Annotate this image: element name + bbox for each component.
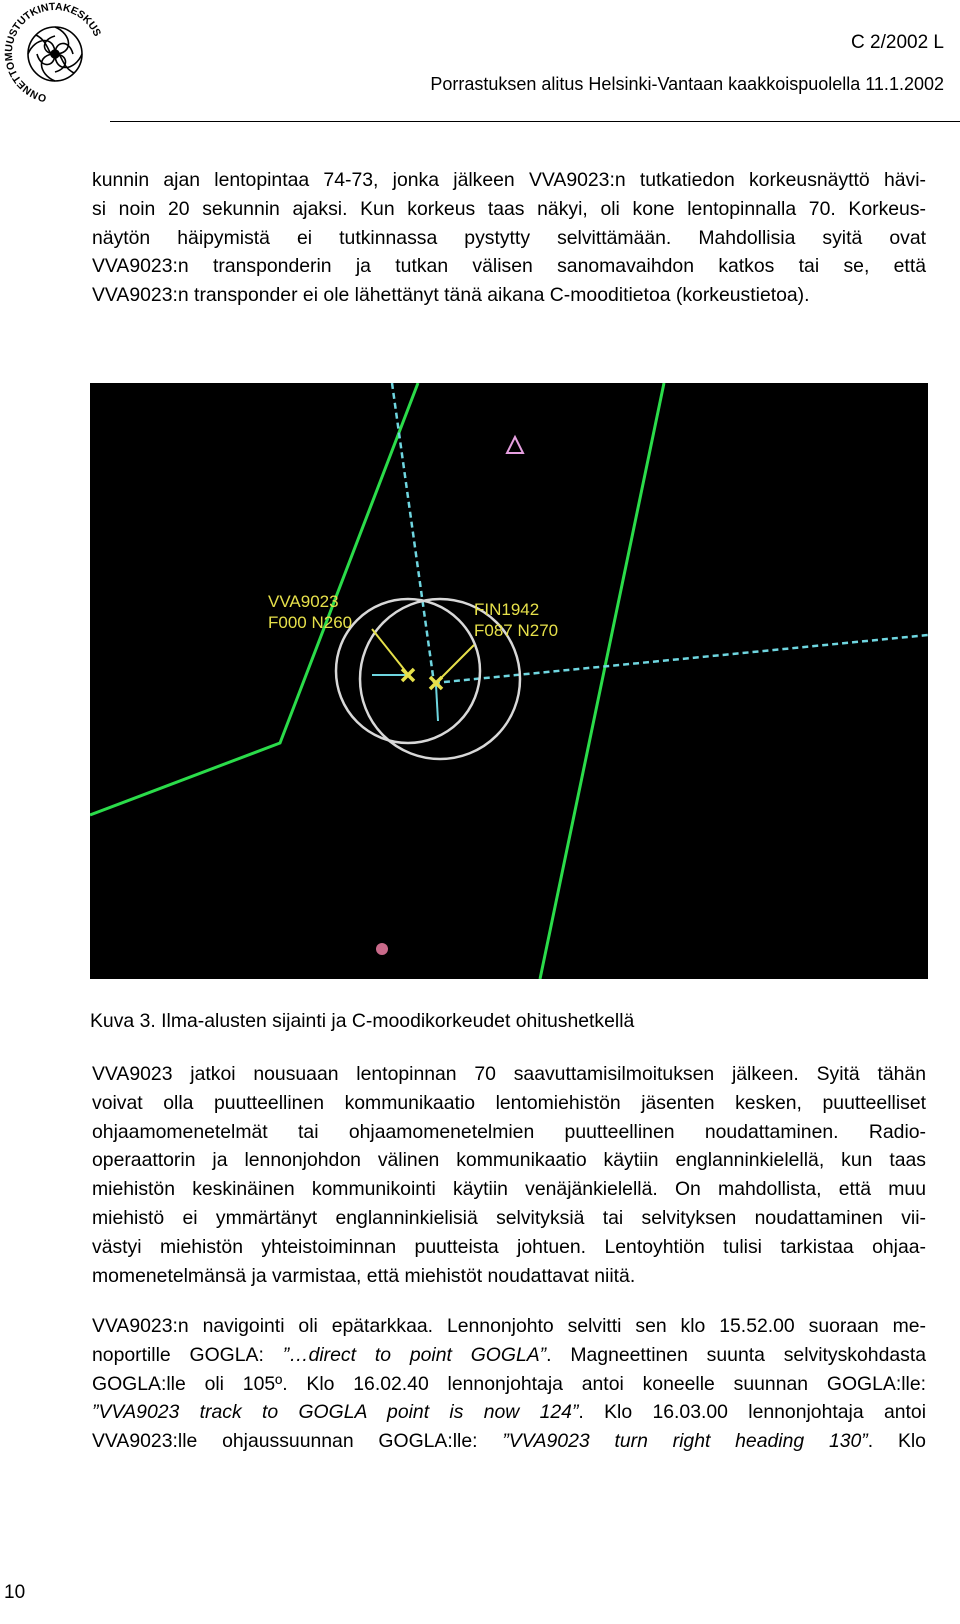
quoted-clearance: ”VVA9023 track to GOGLA point is now 124” — [92, 1401, 579, 1424]
route-line — [434, 635, 928, 683]
text-line: västyi miehistön yhteistoiminnan puutteista johtuen. Lentoyhtiön tulisi tarkistaa ohjaa- — [92, 1235, 926, 1258]
text-run: . Magneettinen suunta selvityskohdasta — [546, 1343, 926, 1366]
text-line: VVA9023:n transponder ei ole lähettänyt tänä aikana C-mooditietoa (korkeustietoa). — [92, 284, 810, 307]
track-label-callsign: VVA9023 — [268, 592, 339, 611]
report-title: Porrastuksen alitus Helsinki-Vantaan kaakkoispuolella 11.1.2002 — [430, 74, 944, 94]
logo-ring-text: ONNETTOMUUSTUTKINTAKESKUS — [2, 0, 104, 105]
radar-display — [90, 383, 928, 979]
track-label-level: F000 N260 — [268, 613, 353, 632]
logo-spiral — [28, 27, 82, 81]
quoted-clearance: ”…direct to point GOGLA” — [282, 1343, 547, 1366]
quoted-clearance: ”VVA9023 turn right heading 130” — [502, 1430, 868, 1453]
track-label-callsign: FIN1942 — [474, 600, 540, 619]
text-line: operaattorin ja lennonjohdon välinen kommunikaatio käytiin englanninkielellä, kun taas — [92, 1149, 926, 1172]
text-line: miehistön keskinäinen kommunikointi käytiin venäjänkielellä. On mahdollista, että muu — [92, 1178, 926, 1201]
text-line: ohjaamomenetelmät tai ohjaamomenetelmien puutteellinen noudattaminen. Radio- — [92, 1120, 926, 1143]
text-line — [92, 1427, 926, 1456]
dot-icon — [376, 943, 388, 955]
sector-boundary-line — [540, 383, 664, 979]
text-run: . Klo 16.03.00 lennonjohtaja antoi — [578, 1401, 927, 1424]
header-rule — [110, 121, 960, 122]
text-line: VVA9023:n transponderin ja tutkan välisen sanomavaihdon katkos tai se, että — [92, 255, 926, 278]
paragraph-2 — [92, 1060, 926, 1290]
figure-caption: Kuva 3. Ilma-alusten sijainti ja C-moodikorkeudet ohitushetkellä — [90, 1010, 635, 1032]
report-code: C 2/2002 L — [851, 32, 944, 53]
text-line — [92, 1341, 926, 1370]
text-line: VVA9023 jatkoi nousuaan lentopinnan 70 saavuttamisilmoituksen jälkeen. Syitä tähän — [92, 1063, 926, 1085]
text-line: kunnin ajan lentopintaa 74-73, jonka jälkeen VVA9023:n tutkatiedon korkeusnäyttö hävi- — [92, 169, 926, 191]
sector-boundary-line — [90, 383, 418, 815]
paragraph-3 — [92, 1312, 926, 1456]
text-line: näytön häipymistä ei tutkinnassa pystytty selvittämään. Mahdollisia syitä ovat — [92, 226, 926, 249]
label-leader-line — [440, 645, 474, 679]
text-run: VVA9023:lle ohjaussuunnan GOGLA:lle: — [92, 1430, 503, 1453]
text-line — [92, 1398, 926, 1427]
radar-screenshot — [90, 383, 928, 979]
text-line: momenetelmänsä ja varmistaa, että miehistöt noudattavat niitä. — [92, 1264, 636, 1287]
agency-logo — [2, 0, 108, 108]
text-run: . Klo — [867, 1430, 926, 1453]
text-line: miehistö ei ymmärtänyt englanninkielisiä selvityksiä tai selvityksen noudattaminen vii- — [92, 1206, 926, 1229]
label-leader-line — [372, 629, 407, 673]
page-number: 10 — [4, 1582, 26, 1603]
text-line: GOGLA:lle oli 105º. Klo 16.02.40 lennonjohtaja antoi koneelle suunnan GOGLA:lle: — [92, 1372, 926, 1395]
route-line — [392, 383, 434, 683]
text-line: voivat olla puutteellinen kommunikaatio lentomiehistön jäsenten kesken, puutteelliset — [92, 1091, 926, 1114]
paragraph-1 — [92, 166, 926, 310]
aircraft-ring — [336, 599, 480, 743]
triangle-icon — [507, 437, 523, 453]
text-line: VVA9023:n navigointi oli epätarkkaa. Lennonjohto selvitti sen klo 15.52.00 suoraan me- — [92, 1315, 926, 1337]
text-run: noportille GOGLA: — [92, 1343, 283, 1366]
text-line: si noin 20 sekunnin ajaksi. Kun korkeus taas näkyi, oli kone lentopinnalla 70. Korkeus- — [92, 197, 926, 220]
track-history-line — [436, 685, 438, 721]
track-label-level: F087 N270 — [474, 621, 559, 640]
